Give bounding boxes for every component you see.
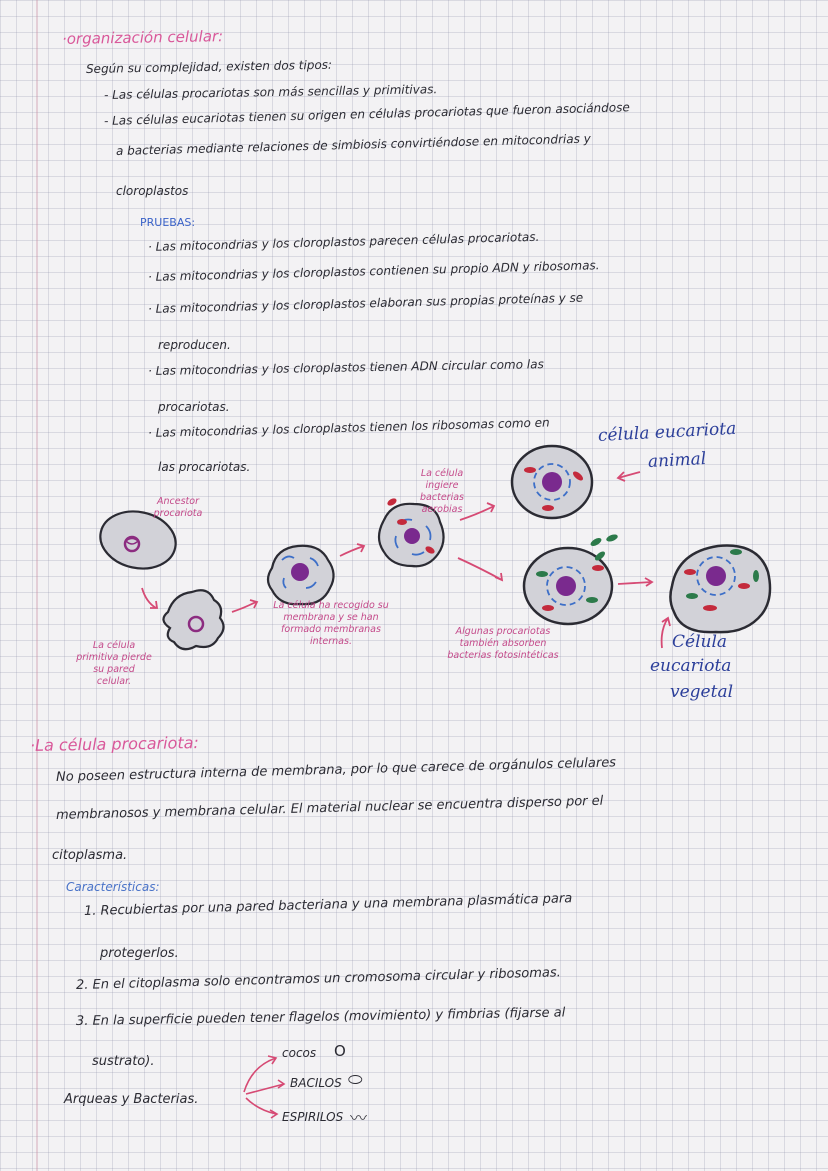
label-plant-line2: eucariota bbox=[650, 656, 732, 676]
para-line3: citoplasma. bbox=[52, 848, 128, 863]
intro-text: Según su complejidad, existen dos tipos: bbox=[85, 57, 333, 76]
label-lost-wall: La célula primitiva pierde su pared celular. bbox=[76, 640, 152, 687]
evidence-item: reproducen. bbox=[158, 338, 231, 352]
feature-item: 1. Recubiertas por una pared bacteriana y una membrana plasmática para bbox=[83, 891, 573, 919]
bullet-eucariotas-line2: a bacterias mediante relaciones de simbiosis convirtiéndose en mitocondrias y bbox=[115, 131, 591, 158]
evidence-item: procariotas. bbox=[158, 400, 230, 414]
espirilos-symbol: 〰 bbox=[350, 1109, 367, 1129]
feature-item: protegerlos. bbox=[100, 946, 179, 961]
bullet-eucariotas-line1: - Las células eucariotas tienen su origen en células procariotas que fueron asociándose bbox=[103, 100, 630, 128]
evidence-item: las procariotas. bbox=[158, 460, 251, 474]
feature-item: 3. En la superficie pueden tener flagelos (movimiento) y fimbrias (fijarse al bbox=[75, 1005, 566, 1029]
label-photosynthetic: Algunas procariotas también absorben bacterias fotosintéticas bbox=[447, 626, 559, 661]
bacilos-symbol: ⬭ bbox=[348, 1070, 363, 1090]
evidence-item: · Las mitocondrias y los cloroplastos tienen ADN circular como las bbox=[147, 357, 544, 378]
shape-espirilos: ESPIRILOS bbox=[282, 1110, 344, 1124]
bullet-eucariotas-line3: cloroplastos bbox=[116, 184, 189, 198]
bullet-procariotas: - Las células procariotas son más sencillas y primitivas. bbox=[103, 82, 438, 102]
label-folded: La célula ha recogido su membrana y se han formado membranas internas. bbox=[273, 600, 389, 647]
evidence-item: · Las mitocondrias y los cloroplastos elaboran sus propias proteínas y se bbox=[147, 290, 584, 316]
label-plant-line3: vegetal bbox=[670, 682, 734, 702]
shape-bacilos: BACILOS bbox=[290, 1076, 342, 1090]
label-plant-line1: Célula bbox=[672, 632, 728, 652]
evidence-title: PRUEBAS: bbox=[140, 216, 196, 229]
groups-label: Arqueas y Bacterias. bbox=[64, 1092, 199, 1107]
section-title-procariota: ·La célula procariota: bbox=[29, 733, 199, 755]
shape-cocos: cocos bbox=[282, 1046, 317, 1060]
label-animal-line2: animal bbox=[647, 448, 707, 472]
para-line2: membranosos y membrana celular. El material nuclear se encuentra disperso por el bbox=[55, 793, 604, 823]
para-line1: No poseen estructura interna de membrana, por lo que carece de orgánulos celulares bbox=[55, 755, 617, 785]
evidence-item: · Las mitocondrias y los cloroplastos contienen su propio ADN y ribosomas. bbox=[147, 258, 600, 284]
cocos-symbol: O bbox=[334, 1042, 346, 1060]
feature-item: sustrato). bbox=[92, 1054, 155, 1069]
evidence-item: · Las mitocondrias y los cloroplastos tienen los ribosomas como en bbox=[147, 415, 550, 440]
evidence-item: · Las mitocondrias y los cloroplastos parecen células procariotas. bbox=[147, 229, 540, 254]
section-title-organizacion: ·organización celular: bbox=[61, 27, 224, 48]
features-title: Características: bbox=[66, 880, 160, 894]
feature-item: 2. En el citoplasma solo encontramos un cromosoma circular y ribosomas. bbox=[75, 965, 561, 993]
label-ancestor: Ancestor procariota bbox=[153, 496, 203, 519]
label-ingests: La célula ingiere bacterias aerobias bbox=[420, 468, 464, 515]
label-animal-line1: célula eucariota bbox=[597, 418, 737, 446]
